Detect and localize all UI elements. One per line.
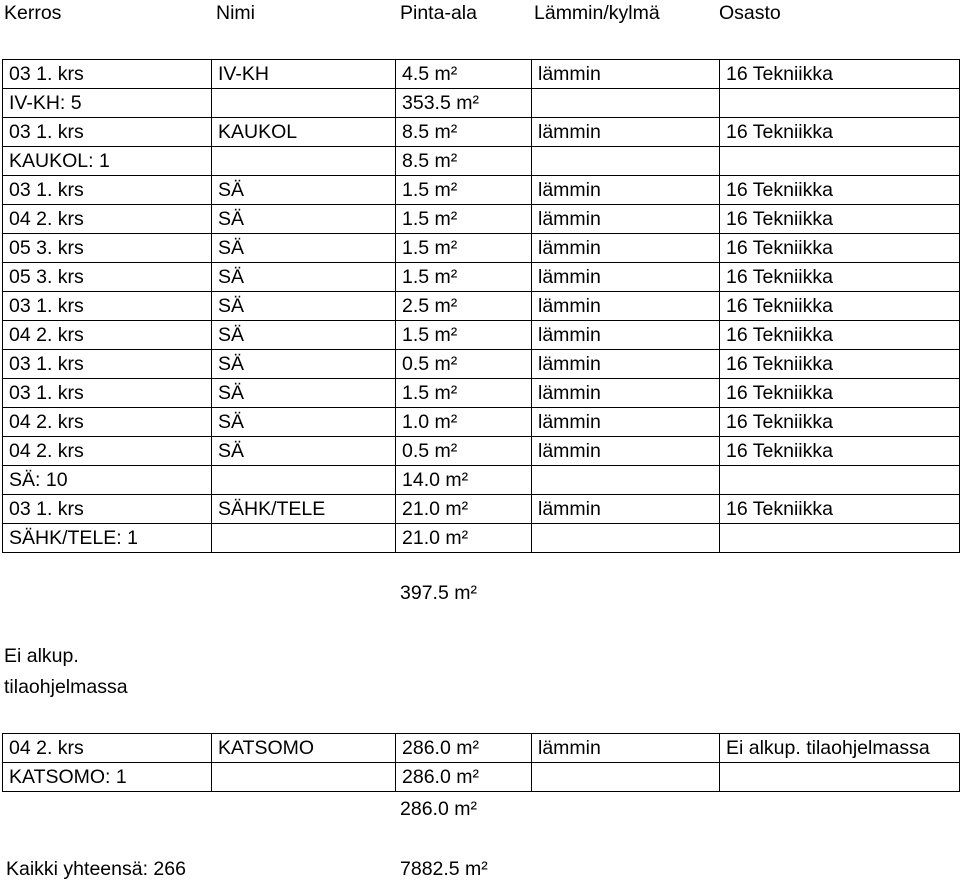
kerros-cell: 03 1. krs — [3, 379, 212, 408]
nimi-cell: KAUKOL — [212, 118, 396, 147]
table-row — [3, 292, 960, 321]
header-pinta-ala: Pinta-ala — [400, 2, 477, 24]
pinta-ala-cell: 1.5 m² — [396, 205, 532, 234]
room-table-tekniikka — [2, 59, 960, 553]
kerros-cell: SÄ: 10 — [3, 466, 212, 495]
table-row — [3, 408, 960, 437]
header-lammin-kylma: Lämmin/kylmä — [534, 2, 660, 24]
pinta-ala-cell: 353.5 m² — [396, 89, 532, 118]
table-row — [3, 350, 960, 379]
header-nimi: Nimi — [216, 2, 255, 24]
pinta-ala-cell: 21.0 m² — [396, 495, 532, 524]
pinta-ala-cell: 1.5 m² — [396, 234, 532, 263]
header-osasto: Osasto — [719, 2, 781, 24]
table-row — [3, 60, 960, 89]
nimi-cell: SÄ — [212, 263, 396, 292]
pinta-ala-cell: 21.0 m² — [396, 524, 532, 553]
kerros-cell: 03 1. krs — [3, 176, 212, 205]
osasto-cell — [720, 147, 960, 176]
osasto-cell — [720, 89, 960, 118]
subtotal-row — [3, 89, 960, 118]
nimi-cell — [212, 466, 396, 495]
kerros-cell: 05 3. krs — [3, 263, 212, 292]
pinta-ala-cell: 286.0 m² — [396, 734, 532, 763]
group1-total: 397.5 m² — [400, 582, 477, 604]
osasto-cell: 16 Tekniikka — [720, 321, 960, 350]
lammin-kylma-cell: lämmin — [532, 379, 720, 408]
pinta-ala-cell: 14.0 m² — [396, 466, 532, 495]
room-table-body — [3, 60, 960, 553]
subtotal-row — [3, 147, 960, 176]
osasto-cell: 16 Tekniikka — [720, 176, 960, 205]
table-row — [3, 234, 960, 263]
lammin-kylma-cell: lämmin — [532, 292, 720, 321]
lammin-kylma-cell: lämmin — [532, 350, 720, 379]
section-title-line1: Ei alkup. — [4, 645, 79, 667]
lammin-kylma-cell: lämmin — [532, 176, 720, 205]
table-row — [3, 118, 960, 147]
kerros-cell: 04 2. krs — [3, 734, 212, 763]
nimi-cell: SÄ — [212, 176, 396, 205]
osasto-cell: Ei alkup. tilaohjelmassa — [720, 734, 960, 763]
nimi-cell: SÄ — [212, 234, 396, 263]
kerros-cell: 03 1. krs — [3, 60, 212, 89]
osasto-cell: 16 Tekniikka — [720, 205, 960, 234]
header-kerros: Kerros — [4, 2, 62, 24]
grand-total-label: Kaikki yhteensä: 266 — [6, 858, 186, 880]
lammin-kylma-cell — [532, 524, 720, 553]
lammin-kylma-cell: lämmin — [532, 408, 720, 437]
table-row — [3, 379, 960, 408]
lammin-kylma-cell: lämmin — [532, 234, 720, 263]
column-header-row — [0, 0, 960, 30]
kerros-cell: 05 3. krs — [3, 234, 212, 263]
kerros-cell: KAUKOL: 1 — [3, 147, 212, 176]
lammin-kylma-cell — [532, 89, 720, 118]
pinta-ala-cell: 1.5 m² — [396, 176, 532, 205]
kerros-cell: 04 2. krs — [3, 321, 212, 350]
nimi-cell: SÄ — [212, 379, 396, 408]
nimi-cell — [212, 89, 396, 118]
nimi-cell: SÄ — [212, 205, 396, 234]
nimi-cell: KATSOMO — [212, 734, 396, 763]
osasto-cell: 16 Tekniikka — [720, 408, 960, 437]
subtotal-row — [3, 466, 960, 495]
osasto-cell: 16 Tekniikka — [720, 60, 960, 89]
lammin-kylma-cell: lämmin — [532, 60, 720, 89]
room-table-body — [3, 734, 960, 792]
table-row — [3, 495, 960, 524]
osasto-cell: 16 Tekniikka — [720, 437, 960, 466]
pinta-ala-cell: 0.5 m² — [396, 350, 532, 379]
osasto-cell: 16 Tekniikka — [720, 118, 960, 147]
kerros-cell: SÄHK/TELE: 1 — [3, 524, 212, 553]
nimi-cell: SÄ — [212, 408, 396, 437]
kerros-cell: 03 1. krs — [3, 292, 212, 321]
table-row — [3, 176, 960, 205]
lammin-kylma-cell: lämmin — [532, 495, 720, 524]
subtotal-row — [3, 763, 960, 792]
room-table-ei-alkup — [2, 733, 960, 792]
lammin-kylma-cell: lämmin — [532, 321, 720, 350]
section-title-line2: tilaohjelmassa — [4, 676, 128, 698]
pinta-ala-cell: 4.5 m² — [396, 60, 532, 89]
kerros-cell: 03 1. krs — [3, 495, 212, 524]
group2-total: 286.0 m² — [400, 798, 477, 820]
lammin-kylma-cell — [532, 763, 720, 792]
kerros-cell: 03 1. krs — [3, 118, 212, 147]
pinta-ala-cell: 1.5 m² — [396, 379, 532, 408]
pinta-ala-cell: 1.0 m² — [396, 408, 532, 437]
osasto-cell: 16 Tekniikka — [720, 379, 960, 408]
grand-total-value: 7882.5 m² — [400, 858, 488, 880]
kerros-cell: 03 1. krs — [3, 350, 212, 379]
table-row — [3, 321, 960, 350]
osasto-cell: 16 Tekniikka — [720, 292, 960, 321]
pinta-ala-cell: 8.5 m² — [396, 118, 532, 147]
lammin-kylma-cell: lämmin — [532, 734, 720, 763]
osasto-cell — [720, 763, 960, 792]
nimi-cell — [212, 524, 396, 553]
lammin-kylma-cell — [532, 147, 720, 176]
nimi-cell: IV-KH — [212, 60, 396, 89]
kerros-cell: 04 2. krs — [3, 408, 212, 437]
pinta-ala-cell: 8.5 m² — [396, 147, 532, 176]
nimi-cell: SÄHK/TELE — [212, 495, 396, 524]
osasto-cell: 16 Tekniikka — [720, 350, 960, 379]
table-row — [3, 263, 960, 292]
lammin-kylma-cell: lämmin — [532, 437, 720, 466]
pinta-ala-cell: 0.5 m² — [396, 437, 532, 466]
lammin-kylma-cell: lämmin — [532, 205, 720, 234]
kerros-cell: 04 2. krs — [3, 437, 212, 466]
nimi-cell: SÄ — [212, 350, 396, 379]
table-row — [3, 734, 960, 763]
nimi-cell: SÄ — [212, 321, 396, 350]
table-row — [3, 437, 960, 466]
nimi-cell: SÄ — [212, 437, 396, 466]
subtotal-row — [3, 524, 960, 553]
pinta-ala-cell: 2.5 m² — [396, 292, 532, 321]
kerros-cell: 04 2. krs — [3, 205, 212, 234]
lammin-kylma-cell: lämmin — [532, 263, 720, 292]
pinta-ala-cell: 1.5 m² — [396, 263, 532, 292]
kerros-cell: IV-KH: 5 — [3, 89, 212, 118]
table-row — [3, 205, 960, 234]
osasto-cell: 16 Tekniikka — [720, 234, 960, 263]
osasto-cell: 16 Tekniikka — [720, 495, 960, 524]
osasto-cell — [720, 466, 960, 495]
osasto-cell — [720, 524, 960, 553]
kerros-cell: KATSOMO: 1 — [3, 763, 212, 792]
pinta-ala-cell: 286.0 m² — [396, 763, 532, 792]
nimi-cell — [212, 763, 396, 792]
lammin-kylma-cell: lämmin — [532, 118, 720, 147]
nimi-cell — [212, 147, 396, 176]
osasto-cell: 16 Tekniikka — [720, 263, 960, 292]
pinta-ala-cell: 1.5 m² — [396, 321, 532, 350]
nimi-cell: SÄ — [212, 292, 396, 321]
lammin-kylma-cell — [532, 466, 720, 495]
